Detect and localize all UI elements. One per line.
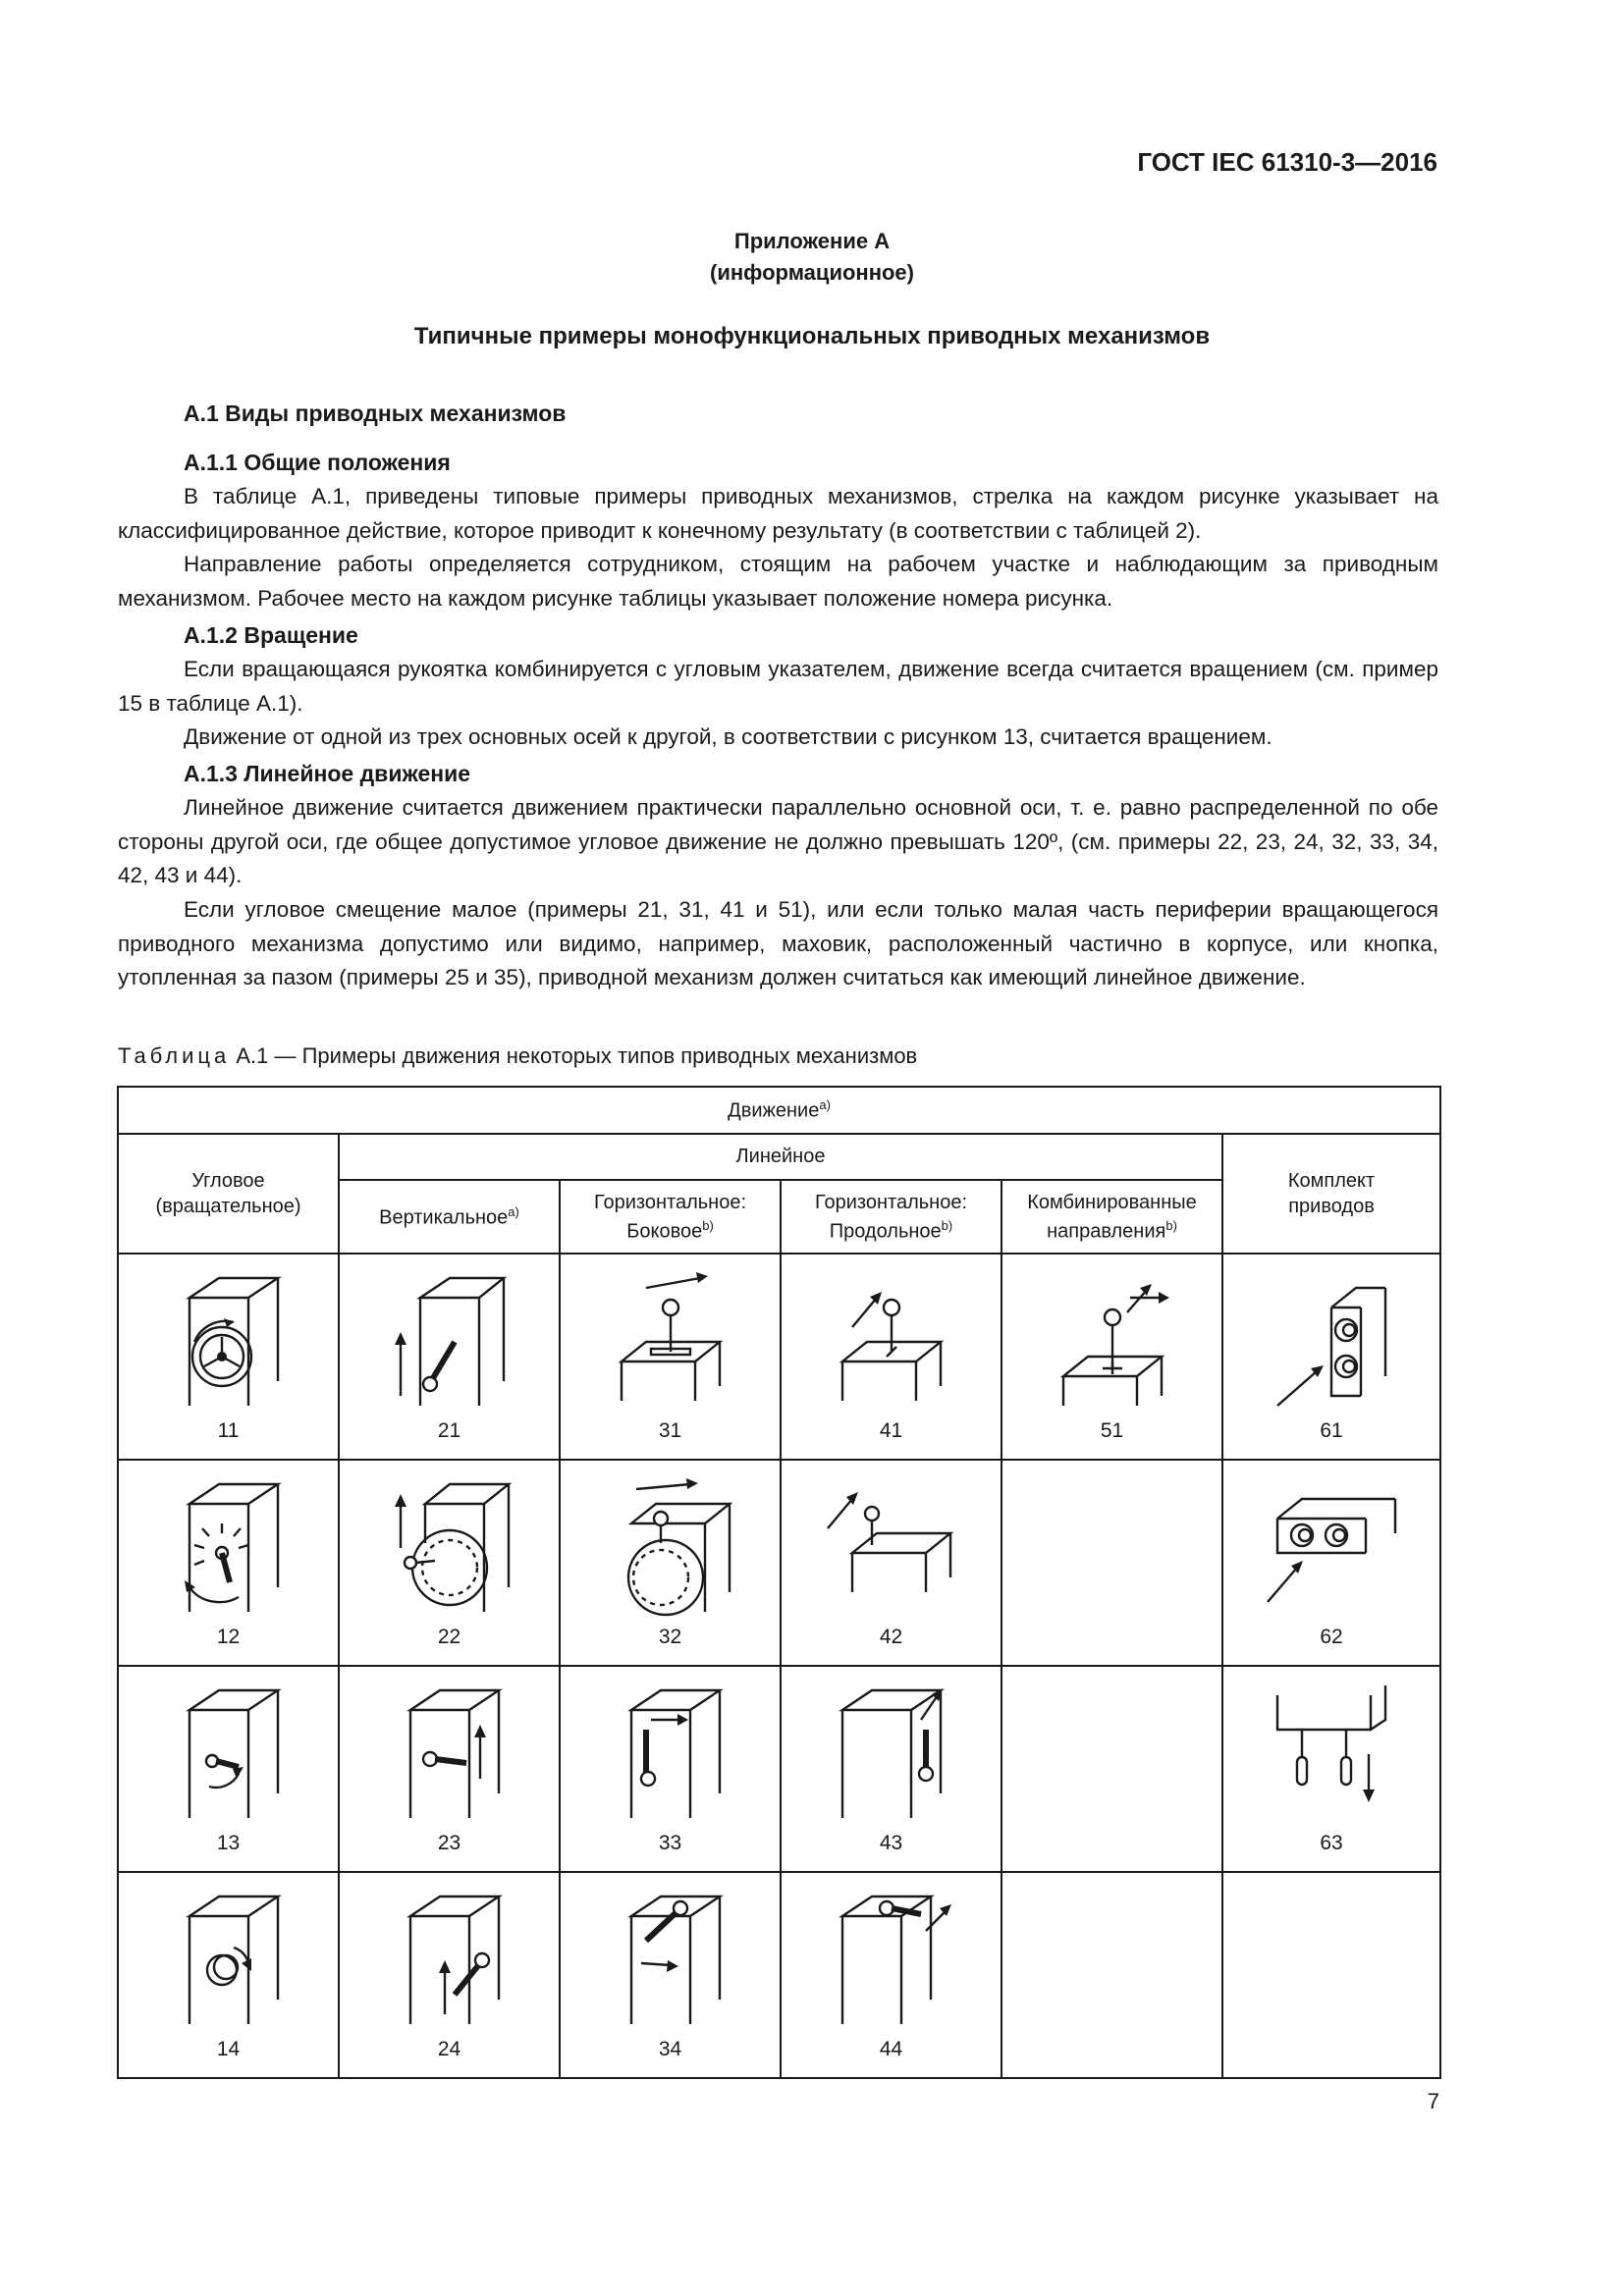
figure-cell-44 — [781, 1872, 1001, 2078]
header-horiz-lateral — [560, 1180, 781, 1254]
figure-cell-empty-r2c5 — [1001, 1460, 1222, 1666]
rotary-knob-figure-icon — [165, 1887, 293, 2034]
figure-cell-empty-r4c6 — [1222, 1872, 1440, 2078]
figure-cell-33 — [560, 1666, 781, 1872]
lateral-slide-lever-figure-icon — [607, 1681, 734, 1828]
figure-cell-43 — [781, 1666, 1001, 1872]
figure-cell-34 — [560, 1872, 781, 2078]
header-motion-label: Движение — [728, 1099, 820, 1122]
vertical-slide-lever-figure-icon — [386, 1681, 514, 1828]
header-actuator-set-label: Комплект приводов — [1287, 1170, 1376, 1217]
lateral-lever-top-figure-icon — [607, 1887, 734, 2034]
section-a11-paragraph-2: Направление работы определяется сотрудником, стоящим на рабочем участке и наблюдающим за приводным механизмом. Рабочее место на каждом рисунке таблицы указывает положение номера рисунка. — [118, 552, 1438, 611]
section-a12-title: А.1.2 Вращение — [184, 622, 358, 648]
figure-cell-63 — [1222, 1666, 1440, 1872]
section-a12-paragraph-1: Если вращающаяся рукоятка комбинируется с угловым указателем, движение всегда считается вращением (см. пример 15 в таблице А.1). — [118, 657, 1438, 716]
header-combined-note: b) — [1165, 1217, 1177, 1233]
figure-number-43: 43 — [879, 1832, 903, 1854]
figure-cell-42 — [781, 1460, 1001, 1666]
figure-number-63: 63 — [1320, 1832, 1343, 1854]
figure-cell-51 — [1001, 1254, 1222, 1460]
longitudinal-slide-lever-figure-icon — [828, 1681, 955, 1828]
vertical-lever-side-figure-icon — [386, 1887, 514, 2034]
lateral-lever-figure-icon — [592, 1268, 749, 1415]
figure-cell-22 — [339, 1460, 560, 1666]
header-horiz-long-label: Горизонтальное: Продольное — [814, 1191, 968, 1243]
header-horiz-long — [781, 1180, 1001, 1254]
header-angular-label: Угловое (вращательное) — [155, 1170, 301, 1217]
actuator-motion-table — [117, 1086, 1441, 2079]
figure-cell-13 — [118, 1666, 339, 1872]
figure-cell-empty-r3c5 — [1001, 1666, 1222, 1872]
figure-cell-14 — [118, 1872, 339, 2078]
figure-number-24: 24 — [437, 2038, 461, 2060]
rotary-switch-figure-icon — [165, 1474, 293, 1622]
header-motion-note: a) — [819, 1097, 831, 1113]
header-actuator-set — [1222, 1134, 1440, 1254]
rotary-knob-lever-figure-icon — [165, 1681, 293, 1828]
figure-number-14: 14 — [216, 2038, 241, 2060]
header-linear: Линейное — [339, 1134, 1222, 1180]
header-combined — [1001, 1180, 1222, 1254]
dual-pushbutton-figure-icon — [1263, 1268, 1400, 1415]
table-caption-text: А.1 — Примеры движения некоторых типов приводных механизмов — [230, 1043, 918, 1068]
header-horiz-lateral-note: b) — [702, 1217, 714, 1233]
header-horiz-lateral-label: Горизонтальное: Боковое — [593, 1191, 747, 1243]
header-vertical-note: a) — [508, 1203, 519, 1219]
section-a13-paragraph-1: Линейное движение считается движением практически параллельно основной оси, т. е. равно распределенной по обе стороны другой оси, где общее допустимое угловое движение не должно превышать 120º, (см. примеры 22, 23, 24, 32, 33, 34, 42, 43 и 44). — [118, 795, 1438, 887]
figure-number-11: 11 — [217, 1419, 240, 1442]
figure-number-23: 23 — [437, 1832, 461, 1854]
longitudinal-lever-top-figure-icon — [818, 1887, 965, 2034]
figure-number-61: 61 — [1320, 1419, 1343, 1442]
figure-number-41: 41 — [879, 1419, 903, 1442]
section-a11-title: А.1.1 Общие положения — [184, 450, 451, 475]
page-number: 7 — [1427, 2089, 1439, 2113]
figure-cell-32 — [560, 1460, 781, 1666]
standard-id: ГОСТ IEC 61310-3—2016 — [1137, 147, 1437, 177]
figure-cell-12 — [118, 1460, 339, 1666]
figure-number-22: 22 — [437, 1626, 461, 1648]
lateral-handwheel-figure-icon — [592, 1474, 749, 1622]
dual-pushbutton-horizontal-figure-icon — [1258, 1474, 1405, 1622]
header-vertical — [339, 1180, 560, 1254]
figure-cell-11 — [118, 1254, 339, 1460]
handwheel-partial-figure-icon — [376, 1474, 523, 1622]
figure-number-34: 34 — [658, 2038, 682, 2060]
figure-cell-21 — [339, 1254, 560, 1460]
figure-number-62: 62 — [1320, 1626, 1343, 1648]
figure-number-44: 44 — [879, 2038, 903, 2060]
figure-number-51: 51 — [1100, 1419, 1124, 1442]
figure-cell-41 — [781, 1254, 1001, 1460]
dual-pull-cord-figure-icon — [1263, 1681, 1400, 1828]
figure-number-42: 42 — [879, 1626, 903, 1648]
handwheel-figure-icon — [165, 1268, 293, 1415]
header-motion — [118, 1087, 1440, 1134]
figure-number-32: 32 — [658, 1626, 682, 1648]
table-caption — [118, 1043, 917, 1069]
vertical-lever-figure-icon — [386, 1268, 514, 1415]
figure-number-31: 31 — [658, 1419, 682, 1442]
appendix-title: Приложение А — [733, 229, 891, 253]
appendix-subtitle: (информационное) — [710, 260, 914, 285]
figure-cell-61 — [1222, 1254, 1440, 1460]
section-a1-title: А.1 Виды приводных механизмов — [184, 400, 567, 426]
header-combined-label: Комбинированные направления — [1027, 1191, 1197, 1243]
figure-cell-62 — [1222, 1460, 1440, 1666]
figure-number-21: 21 — [437, 1419, 461, 1442]
combined-lever-figure-icon — [1034, 1268, 1191, 1415]
longitudinal-lever-panel-figure-icon — [813, 1474, 970, 1622]
section-a11-paragraph-1: В таблице А.1, приведены типовые примеры приводных механизмов, стрелка на каждом рисунке указывает на классифицированное действие, которое приводит к конечному результату (в соответствии с таблицей 2). — [118, 484, 1438, 543]
section-a13-paragraph-2: Если угловое смещение малое (примеры 21, 31, 41 и 51), или если только малая часть периферии вращающегося приводного механизма допустимо или видимо, например, маховик, расположенный частично в корпусе, или кнопка, утопленная за пазом (примеры 25 и 35), приводной механизм должен считаться как имеющий линейное движение. — [118, 897, 1438, 989]
section-a13-title: А.1.3 Линейное движение — [184, 761, 471, 786]
figure-cell-31 — [560, 1254, 781, 1460]
header-horiz-long-note: b) — [941, 1217, 953, 1233]
appendix-heading: Типичные примеры монофункциональных приводных механизмов — [413, 323, 1211, 349]
longitudinal-lever-figure-icon — [813, 1268, 970, 1415]
header-vertical-label: Вертикальное — [379, 1206, 509, 1229]
table-caption-label: Таблица — [118, 1043, 231, 1068]
section-a12-paragraph-2: Движение от одной из трех основных осей к другой, в соответствии с рисунком 13, считается вращением. — [184, 724, 1272, 749]
header-angular — [118, 1134, 339, 1254]
figure-cell-empty-r4c5 — [1001, 1872, 1222, 2078]
figure-number-12: 12 — [216, 1626, 241, 1648]
figure-number-13: 13 — [216, 1832, 241, 1854]
figure-cell-24 — [339, 1872, 560, 2078]
figure-cell-23 — [339, 1666, 560, 1872]
figure-number-33: 33 — [658, 1832, 682, 1854]
